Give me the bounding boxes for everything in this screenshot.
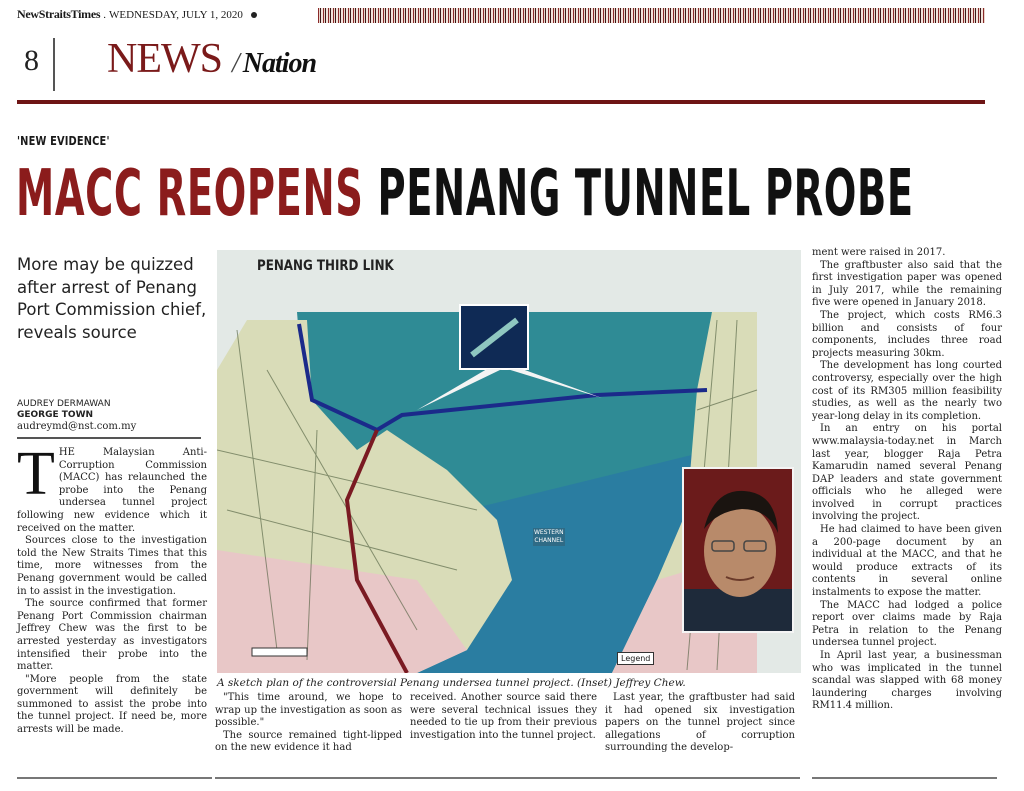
- column-end-rule: [17, 777, 212, 779]
- paragraph: The project, which costs RM6.3 billion and consists of four components, includes three road projects measuring 30km.: [812, 309, 1002, 359]
- paragraph: ment were raised in 2017.: [812, 247, 946, 258]
- body-column-4: [605, 692, 795, 755]
- body-column-1: [17, 440, 207, 737]
- paragraph: HE Malaysian Anti-Corruption Commission (MACC) has relaunched the probe into the Penang undersea tunnel project following new evidence which it received on the matter.: [17, 447, 207, 534]
- paragraph: "This time around, we hope to wrap up the investigation as soon as possible.": [215, 692, 402, 729]
- bullet-icon: [251, 12, 257, 18]
- byline-author: AUDREY DERMAWAN: [17, 399, 111, 409]
- body-column-3: [410, 692, 597, 742]
- headline-red: MACC REOPENS: [16, 157, 364, 231]
- body-column-5: [812, 247, 1002, 713]
- channel-label: [533, 528, 565, 546]
- paragraph: The MACC had lodged a police report over claims made by Raja Petra in relation to the Penang undersea tunnel project.: [812, 599, 1002, 649]
- paragraph: Sources close to the investigation told the New Straits Times that this time, more witnesses from the Penang government would be called in to assist in the investigation.: [17, 535, 207, 597]
- paragraph: He had claimed to have been given a 200-page document by an individual at the MACC, and that he would produce extracts of its contents in several online instalments to expose the matter.: [812, 524, 1002, 599]
- channel-label-line-2: CHANNEL: [534, 537, 564, 544]
- paragraph: The development has long courted controversy, especially over the high cost of its RM305 million feasibility studies, as well as the nearly two year-long delay in its completion.: [812, 360, 1002, 422]
- subsection-separator: /: [232, 48, 239, 79]
- paragraph: The graftbuster also said that the first investigation paper was opened in July 2017, while the remaining five were opened in January 2018.: [812, 259, 1002, 309]
- publication-name: NewStraitsTimes: [17, 7, 101, 21]
- portrait-icon: [684, 469, 792, 631]
- map-figure: [217, 250, 801, 673]
- body-column-2: [215, 692, 402, 755]
- paragraph: received. Another source said there were several technical issues they needed to tie up from their previous investigation into the tunnel project.: [410, 692, 597, 741]
- paragraph: "More people from the state government will definitely be summoned to assist the probe into the tunnel project. If need be, more arrests will be made.: [17, 673, 207, 736]
- sep: .: [103, 8, 107, 21]
- byline: [17, 399, 136, 432]
- header-rule: [17, 100, 985, 104]
- issue-date: WEDNESDAY, JULY 1, 2020: [109, 8, 243, 21]
- byline-email[interactable]: audreymd@nst.com.my: [17, 421, 137, 432]
- headline: [16, 157, 914, 231]
- map-title: PENANG THIRD LINK: [257, 258, 394, 274]
- byline-location: GEORGE TOWN: [17, 410, 94, 420]
- subsection-label: Nation: [242, 48, 317, 79]
- column-end-rule: [812, 777, 997, 779]
- figure-caption: A sketch plan of the controversial Penang undersea tunnel project. (Inset) Jeffrey Chew.: [217, 677, 686, 689]
- section-title: NEWS: [107, 36, 222, 82]
- standfirst: More may be quizzed after arrest of Penang Port Commission chief, reveals source: [17, 255, 207, 342]
- channel-label-line-1: WESTERN: [534, 529, 564, 536]
- page-number: 8: [24, 44, 39, 77]
- dropcap: T: [17, 440, 55, 508]
- decorative-barcode-strip: [318, 8, 985, 23]
- kicker: 'NEW EVIDENCE': [17, 134, 110, 148]
- paragraph: In an entry on his portal www.malaysia-today.net in March last year, blogger Raja Petra Kamarudin named several Penang DAP leaders and state government officials who he alleged were involved in corrupt practices involving the project.: [812, 423, 1002, 523]
- byline-rule: [17, 437, 201, 439]
- inset-portrait-photo: [682, 467, 794, 633]
- headline-black: PENANG TUNNEL PROBE: [377, 157, 914, 231]
- paragraph: The source confirmed that former Penang Port Commission chairman Jeffrey Chew was the first to be arrested yesterday as investigators intensified their probe into the matter.: [17, 598, 207, 673]
- paragraph: The source remained tight-lipped on the new evidence it had: [215, 729, 402, 754]
- map-legend: Legend: [617, 652, 654, 665]
- column-end-rule: [215, 777, 800, 779]
- subsection-title: [232, 48, 316, 80]
- page-number-divider: [53, 38, 55, 91]
- paragraph: Last year, the graftbuster had said it had opened six investigation papers on the tunnel project since allegations of corruption surrounding the develop-: [605, 692, 795, 754]
- paragraph: In April last year, a businessman who was implicated in the tunnel scandal was slapped with 68 money laundering charges involving RM11.4 million.: [812, 650, 1002, 712]
- masthead: [17, 7, 257, 22]
